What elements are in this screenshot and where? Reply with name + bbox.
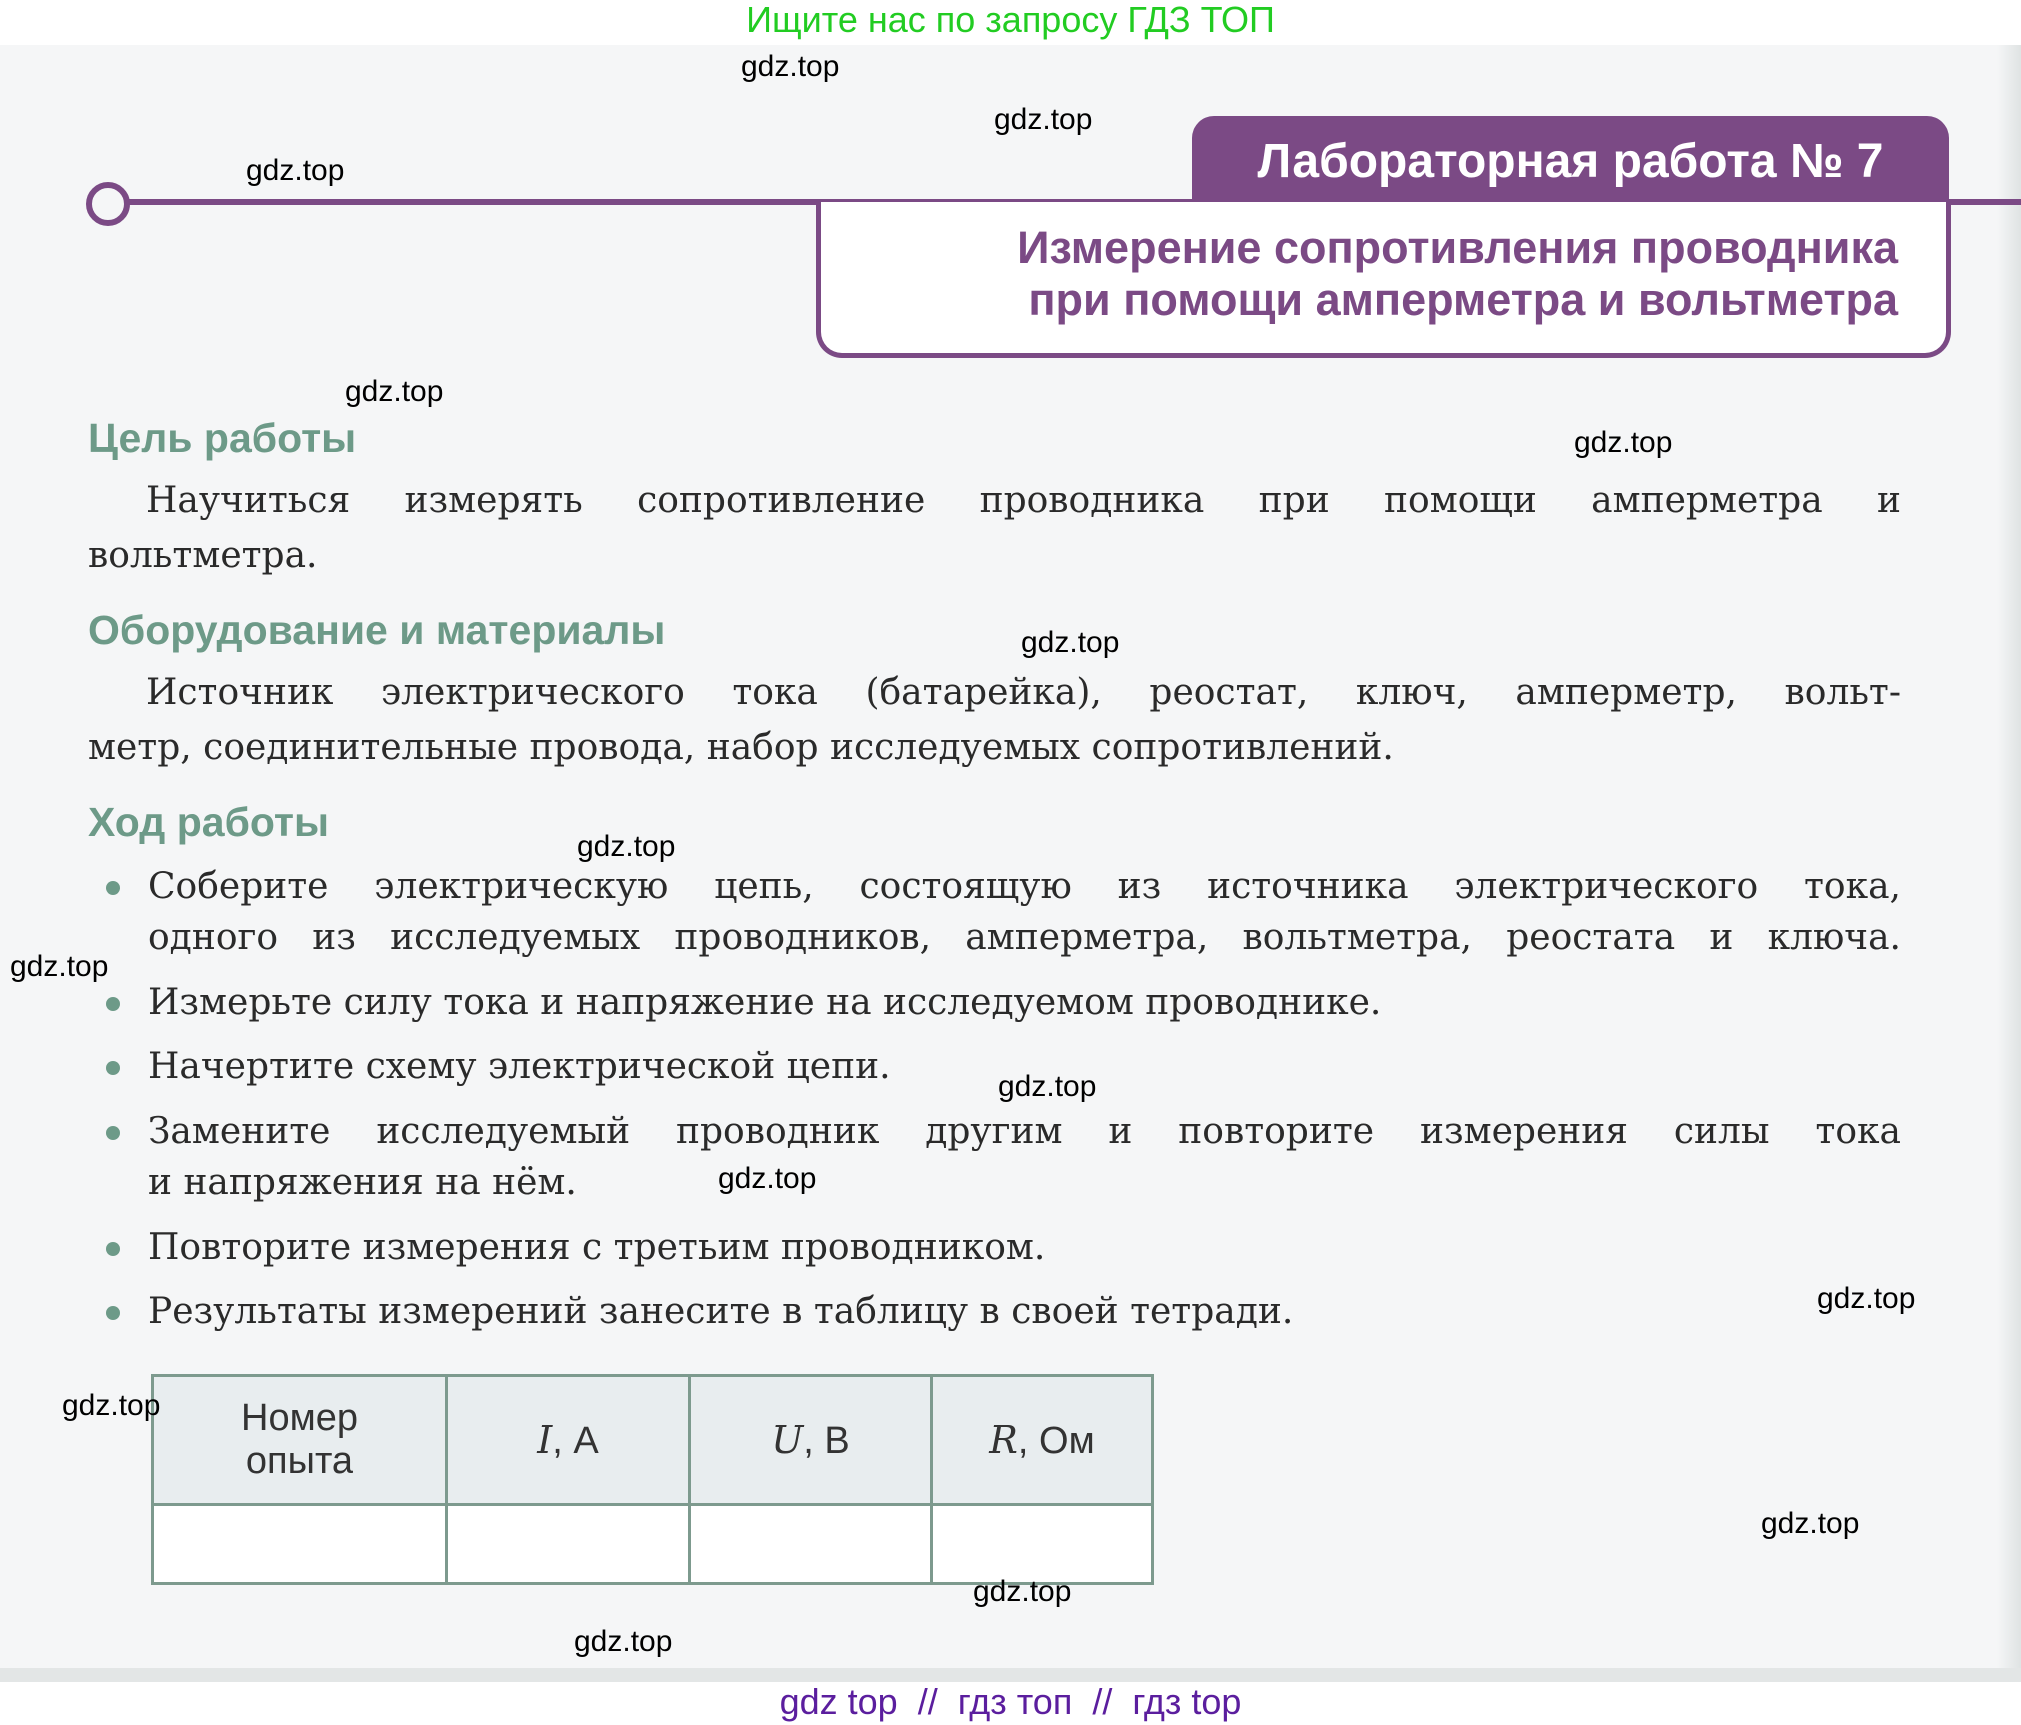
step-4-line-1: Замените исследуемый проводник другим и повторите измерения силы тока xyxy=(148,1111,1901,1152)
step-1-line-1: Соберите электрическую цепь, состоящую из источника электрического тока, xyxy=(148,866,1901,907)
watermark: gdz.top xyxy=(1817,1282,1916,1315)
watermark: gdz.top xyxy=(741,50,840,83)
step-1-line-2: одного из исследуемых проводников, амперметра, вольтметра, реостата и ключа. xyxy=(148,917,1901,958)
symbol: R xyxy=(989,1417,1018,1462)
header-text: Номер xyxy=(241,1397,358,1439)
watermark: gdz.top xyxy=(998,1070,1097,1103)
goal-text-line-2: вольтметра. xyxy=(88,535,318,576)
bullet-icon xyxy=(106,1126,120,1140)
unit: , А xyxy=(552,1419,599,1462)
watermark: gdz.top xyxy=(345,375,444,408)
header-voltage xyxy=(690,1376,932,1505)
header-rule-circle xyxy=(86,182,130,226)
bullet-icon xyxy=(106,1061,120,1075)
bullet-icon xyxy=(106,1242,120,1256)
step-3: Начертите схему электрической цепи. xyxy=(148,1046,891,1087)
equipment-text-line-2: метр, соединительные провода, набор исследуемых сопротивлений. xyxy=(88,727,1394,768)
watermark: gdz.top xyxy=(246,154,345,187)
table-header-row xyxy=(153,1376,1153,1505)
header-current xyxy=(447,1376,690,1505)
table-row xyxy=(153,1505,1153,1584)
lab-number-tab: Лабораторная работа № 7 xyxy=(1192,116,1949,205)
watermark: gdz.top xyxy=(62,1389,161,1422)
equipment-heading: Оборудование и материалы xyxy=(88,607,666,653)
symbol: I xyxy=(537,1417,553,1462)
symbol: U xyxy=(771,1417,804,1462)
bullet-icon xyxy=(106,881,120,895)
table-cell xyxy=(447,1505,690,1584)
step-5: Повторите измерения с третьим проводником. xyxy=(148,1227,1046,1268)
header-experiment-number xyxy=(153,1376,447,1505)
watermark: gdz.top xyxy=(1574,426,1673,459)
step-4-line-2: и напряжения на нём. xyxy=(148,1162,577,1203)
lab-title-box xyxy=(816,202,1951,358)
header-text: опыта xyxy=(245,1440,354,1482)
watermark: gdz.top xyxy=(1021,626,1120,659)
equipment-text-line-1: Источник электрического тока (батарейка), реостат, ключ, амперметр, вольт- xyxy=(146,672,1901,713)
watermark: gdz.top xyxy=(577,830,676,863)
bottom-ad-banner[interactable]: gdz top // гдз топ // гдз top xyxy=(779,1681,1242,1722)
goal-text-line-1: Научиться измерять сопротивление проводника при помощи амперметра и xyxy=(146,480,1901,521)
watermark: gdz.top xyxy=(718,1162,817,1195)
bullet-icon xyxy=(106,997,120,1011)
procedure-heading: Ход работы xyxy=(88,799,330,845)
table-cell xyxy=(932,1505,1153,1584)
table-cell xyxy=(153,1505,447,1584)
unit: , В xyxy=(803,1419,850,1462)
watermark: gdz.top xyxy=(10,950,109,983)
top-ad-banner[interactable]: Ищите нас по запросу ГДЗ ТОП xyxy=(746,0,1275,40)
unit: , Ом xyxy=(1017,1419,1095,1462)
lab-title-line-1: Измерение сопротивления проводника xyxy=(1017,222,1898,273)
table-cell xyxy=(690,1505,932,1584)
bullet-icon xyxy=(106,1306,120,1320)
step-6: Результаты измерений занесите в таблицу в своей тетради. xyxy=(148,1291,1294,1332)
page-edge-shadow xyxy=(1997,45,2021,1676)
results-table xyxy=(151,1374,1154,1585)
lab-title-line-2: при помощи амперметра и вольтметра xyxy=(1028,274,1898,325)
watermark: gdz.top xyxy=(994,103,1093,136)
watermark: gdz.top xyxy=(1761,1507,1860,1540)
header-resistance xyxy=(932,1376,1153,1505)
step-2: Измерьте силу тока и напряжение на исследуемом проводнике. xyxy=(148,982,1382,1023)
watermark: gdz.top xyxy=(574,1625,673,1658)
watermark: gdz.top xyxy=(973,1575,1072,1608)
goal-heading: Цель работы xyxy=(88,415,357,461)
